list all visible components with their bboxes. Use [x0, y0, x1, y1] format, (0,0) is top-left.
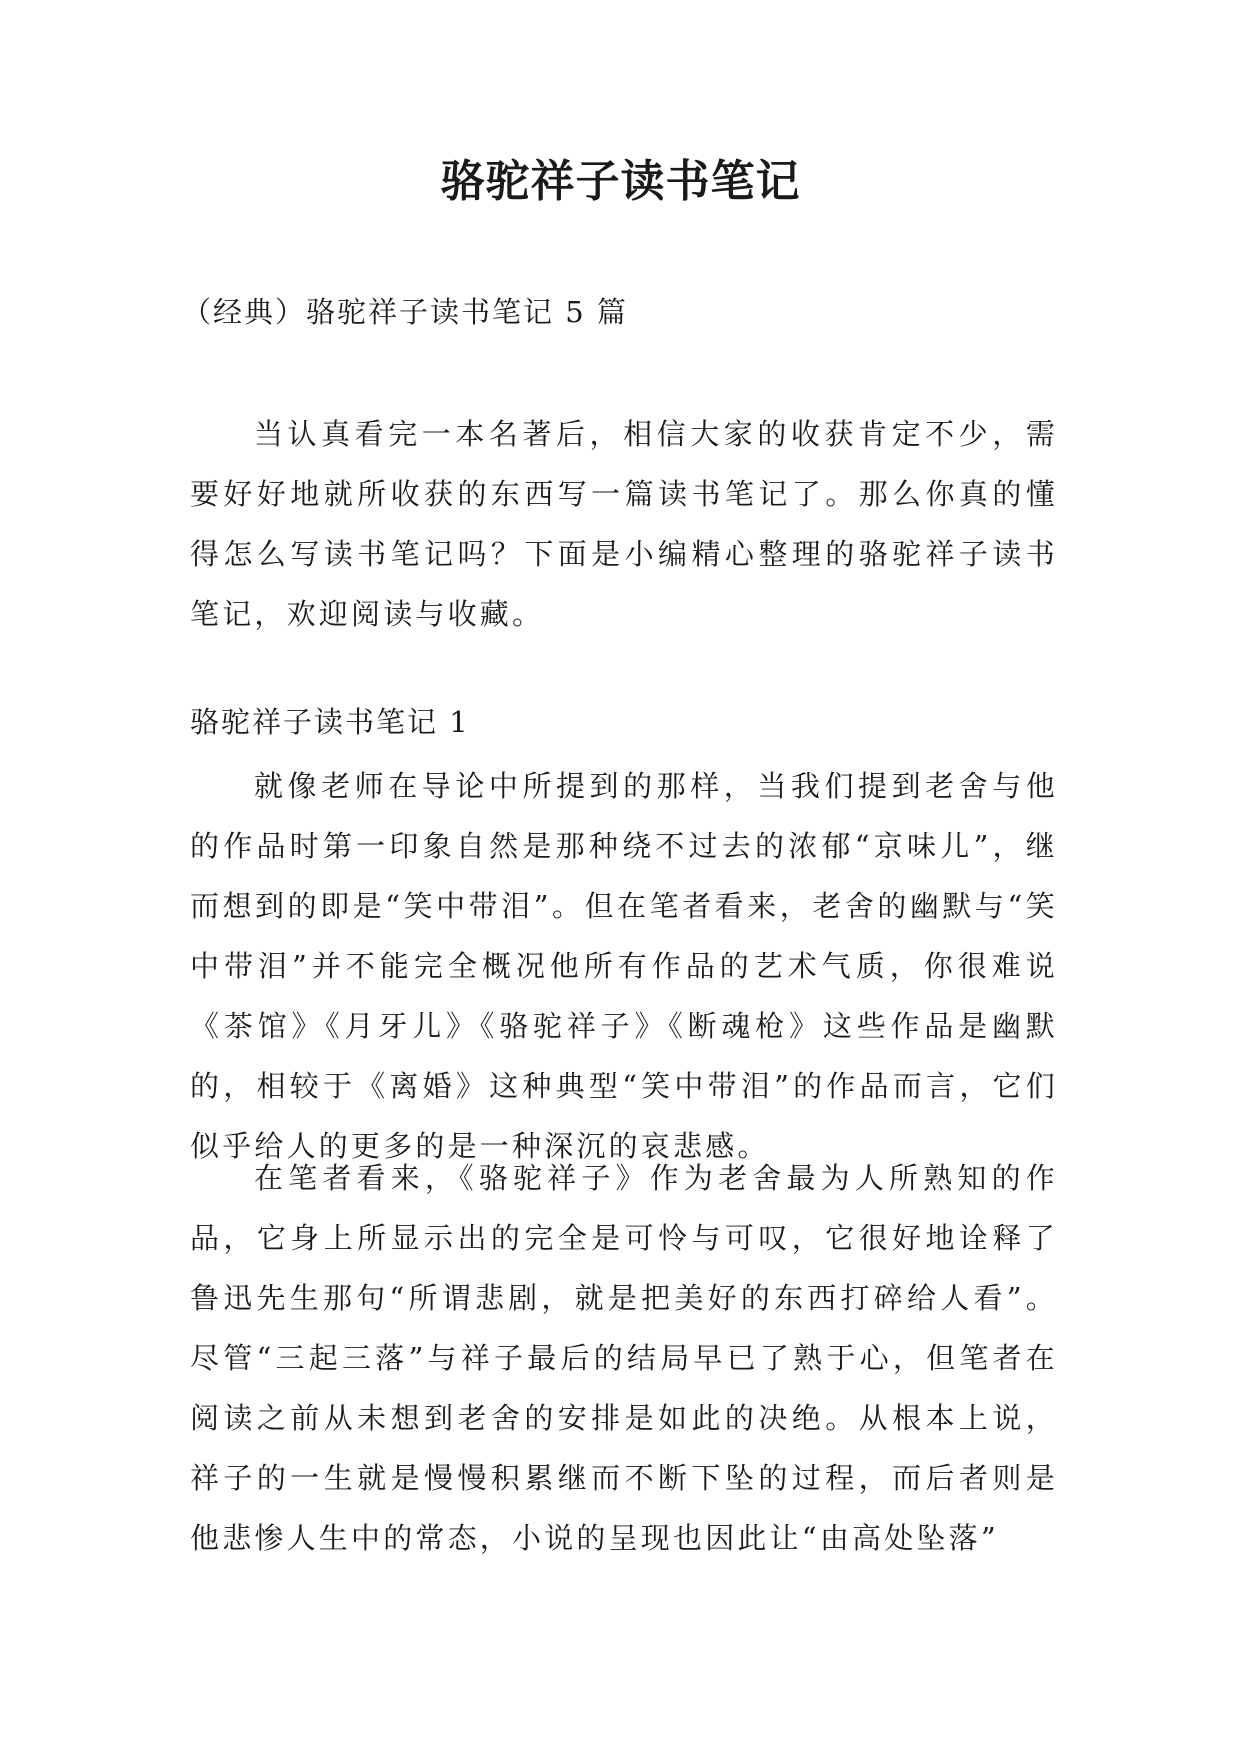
document-subtitle: （经典）骆驼祥子读书笔记 5 篇	[182, 295, 628, 329]
body-paragraph-1: 就像老师在导论中所提到的那样，当我们提到老舍与他的作品时第一印象自然是那种绕不过去的浓郁“京味儿”，继而想到的即是“笑中带泪”。但在笔者看来，老舍的幽默与“笑中带泪”并不能完全概况他所有作品的艺术气质，你很难说《茶馆》《月牙儿》《骆驼祥子》《断魂枪》这些作品是幽默的，相较于《离婚》这种典型“笑中带泪”的作品而言，它们似乎给人的更多的是一种深沉的哀悲感。	[190, 769, 1058, 1163]
body-paragraph-2: 在笔者看来，《骆驼祥子》作为老舍最为人所熟知的作品，它身上所显示出的完全是可怜与可叹，它很好地诠释了鲁迅先生那句“所谓悲剧，就是把美好的东西打碎给人看”。尽管“三起三落”与祥子最后的结局早已了熟于心，但笔者在阅读之前从未想到老舍的安排是如此的决绝。从根本上说，祥子的一生就是慢慢积累继而不断下坠的过程，而后者则是他悲惨人生中的常态，小说的呈现也因此让“由高处坠落”	[190, 1161, 1058, 1555]
intro-paragraph: 当认真看完一本名著后，相信大家的收获肯定不少，需要好好地就所收获的东西写一篇读书笔记了。那么你真的懂得怎么写读书笔记吗？下面是小编精心整理的骆驼祥子读书笔记，欢迎阅读与收藏。	[190, 417, 1058, 631]
document-title: 骆驼祥子读书笔记	[440, 156, 801, 207]
section-heading: 骆驼祥子读书笔记 1	[190, 705, 470, 739]
